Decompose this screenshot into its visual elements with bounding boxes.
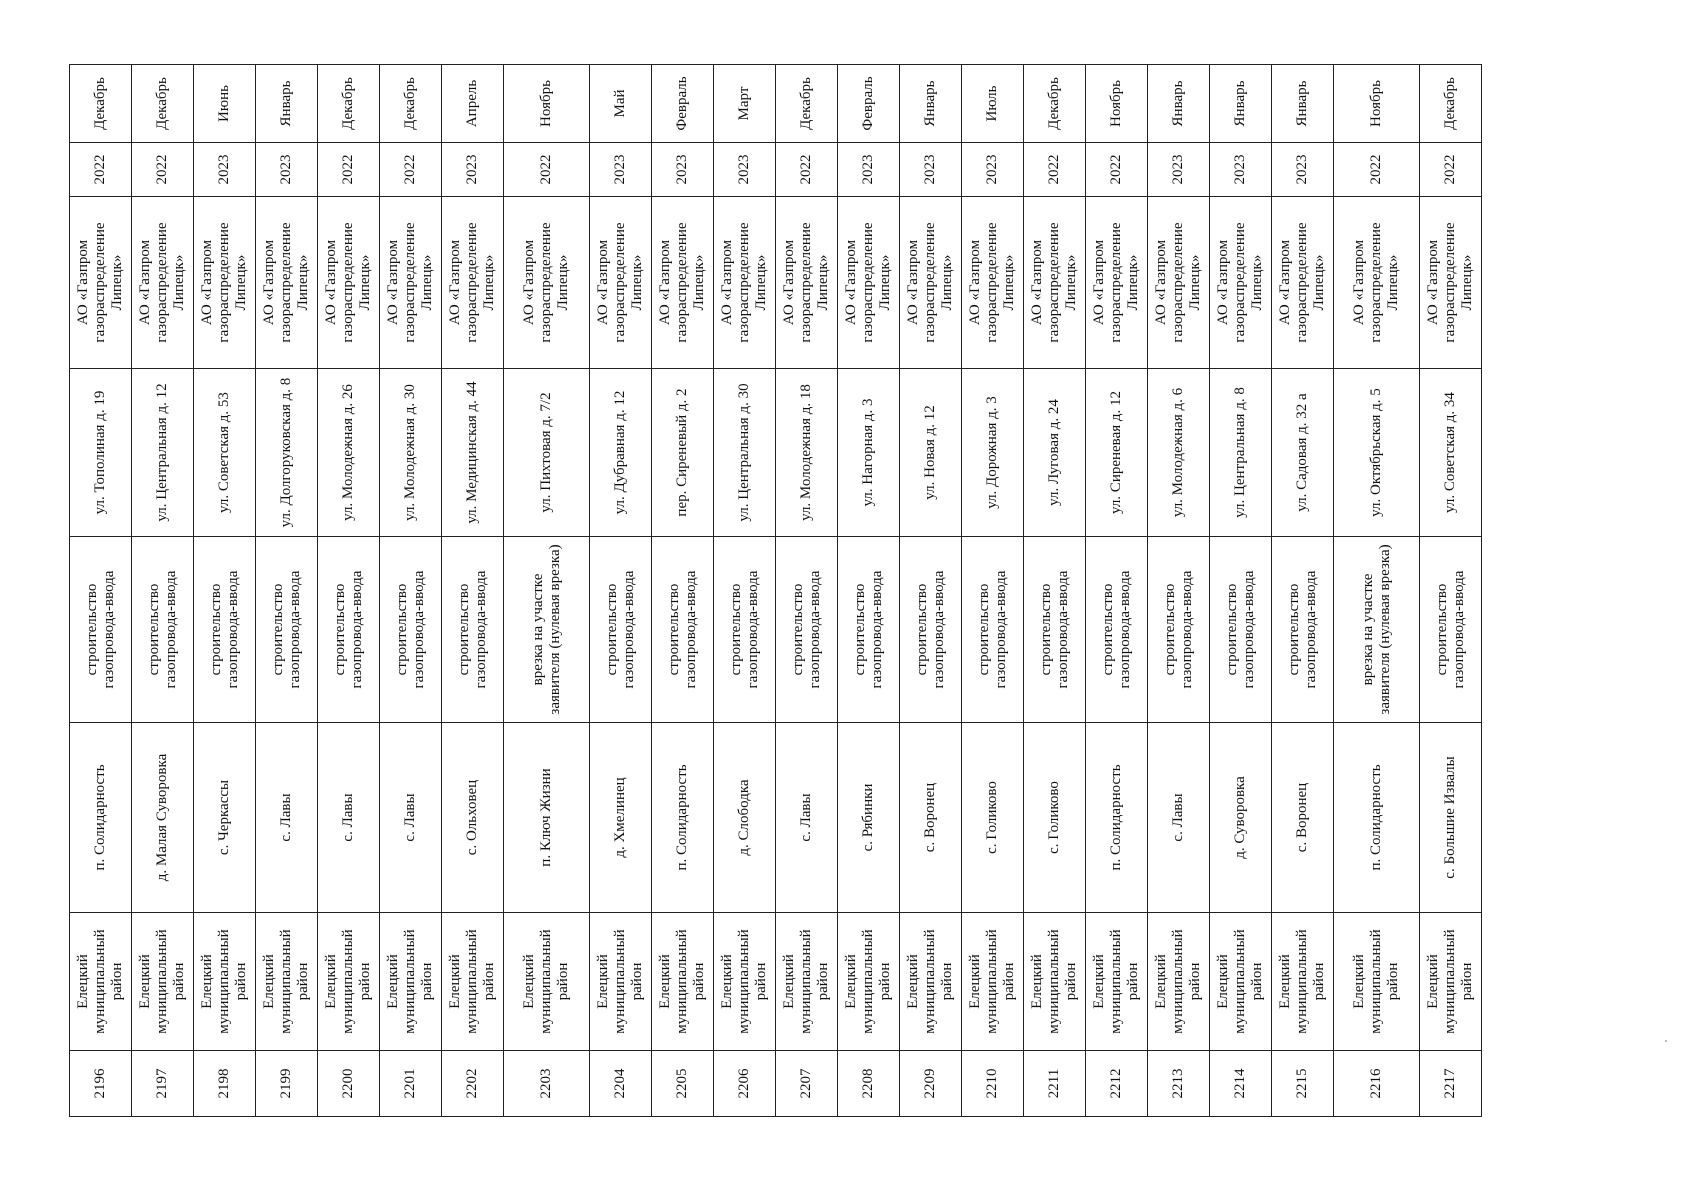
row-number: 2197 <box>132 1051 194 1117</box>
table-body <box>70 65 1482 1117</box>
row-organization: АО «Газпром газораспределение Липецк» <box>1148 197 1210 369</box>
row-year: 2023 <box>838 143 900 197</box>
row-organization: АО «Газпром газораспределение Липецк» <box>132 197 194 369</box>
row-work-type: строительство газопровода-ввода <box>590 537 652 723</box>
row-work-type: строительство газопровода-ввода <box>194 537 256 723</box>
table-row <box>318 65 380 1117</box>
row-number: 2214 <box>1210 1051 1272 1117</box>
row-district: Елецкий муниципальный район <box>1148 913 1210 1051</box>
row-address: ул. Молодежная д. 30 <box>380 369 442 537</box>
row-work-type: строительство газопровода-ввода <box>132 537 194 723</box>
row-locality: с. Воронец <box>1272 723 1334 913</box>
row-month: Ноябрь <box>504 65 590 143</box>
row-number: 2202 <box>442 1051 504 1117</box>
table-row <box>1420 65 1482 1117</box>
row-locality: д. Хмелинец <box>590 723 652 913</box>
row-month: Январь <box>1210 65 1272 143</box>
row-year: 2022 <box>380 143 442 197</box>
row-work-type: строительство газопровода-ввода <box>1024 537 1086 723</box>
table-row <box>776 65 838 1117</box>
row-work-type: строительство газопровода-ввода <box>1210 537 1272 723</box>
row-address: ул. Центральная д. 12 <box>132 369 194 537</box>
table-row <box>132 65 194 1117</box>
row-work-type: строительство газопровода-ввода <box>838 537 900 723</box>
row-work-type: врезка на участке заявителя (нулевая врезка) <box>1334 537 1420 723</box>
row-year: 2022 <box>1024 143 1086 197</box>
row-district: Елецкий муниципальный район <box>318 913 380 1051</box>
row-address: ул. Садовая д. 32 а <box>1272 369 1334 537</box>
table-row <box>714 65 776 1117</box>
row-year: 2023 <box>1210 143 1272 197</box>
row-locality: с. Голиково <box>1024 723 1086 913</box>
table-row <box>1086 65 1148 1117</box>
row-address: ул. Молодежная д. 26 <box>318 369 380 537</box>
row-work-type: строительство газопровода-ввода <box>442 537 504 723</box>
row-work-type: строительство газопровода-ввода <box>318 537 380 723</box>
row-number: 2210 <box>962 1051 1024 1117</box>
row-year: 2023 <box>1272 143 1334 197</box>
row-address: ул. Дорожная д. 3 <box>962 369 1024 537</box>
row-year: 2022 <box>132 143 194 197</box>
row-organization: АО «Газпром газораспределение Липецк» <box>652 197 714 369</box>
row-district: Елецкий муниципальный район <box>132 913 194 1051</box>
row-address: ул. Луговая д. 24 <box>1024 369 1086 537</box>
row-district: Елецкий муниципальный район <box>1024 913 1086 1051</box>
row-organization: АО «Газпром газораспределение Липецк» <box>776 197 838 369</box>
table-row <box>70 65 132 1117</box>
table-row <box>256 65 318 1117</box>
row-number: 2205 <box>652 1051 714 1117</box>
row-organization: АО «Газпром газораспределение Липецк» <box>318 197 380 369</box>
row-locality: п. Солидарность <box>70 723 132 913</box>
row-month: Декабрь <box>1024 65 1086 143</box>
row-number: 2207 <box>776 1051 838 1117</box>
row-year: 2023 <box>652 143 714 197</box>
row-month: Декабрь <box>318 65 380 143</box>
row-locality: п. Солидарность <box>1334 723 1420 913</box>
row-address: ул. Медицинская д. 44 <box>442 369 504 537</box>
row-month: Январь <box>1272 65 1334 143</box>
row-year: 2023 <box>714 143 776 197</box>
row-locality: с. Лавы <box>1148 723 1210 913</box>
row-organization: АО «Газпром газораспределение Липецк» <box>1024 197 1086 369</box>
row-year: 2023 <box>1148 143 1210 197</box>
row-locality: п. Ключ Жизни <box>504 723 590 913</box>
row-month: Апрель <box>442 65 504 143</box>
row-locality: д. Суворовка <box>1210 723 1272 913</box>
row-locality: с. Лавы <box>776 723 838 913</box>
row-address: ул. Нагорная д. 3 <box>838 369 900 537</box>
row-district: Елецкий муниципальный район <box>652 913 714 1051</box>
row-number: 2206 <box>714 1051 776 1117</box>
row-organization: АО «Газпром газораспределение Липецк» <box>962 197 1024 369</box>
row-locality: д. Малая Суворовка <box>132 723 194 913</box>
row-number: 2198 <box>194 1051 256 1117</box>
row-number: 2201 <box>380 1051 442 1117</box>
table-row <box>1210 65 1272 1117</box>
row-work-type: строительство газопровода-ввода <box>1148 537 1210 723</box>
row-month: Декабрь <box>132 65 194 143</box>
row-organization: АО «Газпром газораспределение Липецк» <box>838 197 900 369</box>
row-organization: АО «Газпром газораспределение Липецк» <box>1334 197 1420 369</box>
table-row <box>1148 65 1210 1117</box>
row-organization: АО «Газпром газораспределение Липецк» <box>1272 197 1334 369</box>
row-work-type: строительство газопровода-ввода <box>1420 537 1482 723</box>
gasification-register-table <box>69 64 1482 1117</box>
row-month: Февраль <box>838 65 900 143</box>
row-organization: АО «Газпром газораспределение Липецк» <box>70 197 132 369</box>
row-organization: АО «Газпром газораспределение Липецк» <box>256 197 318 369</box>
row-locality: с. Лавы <box>380 723 442 913</box>
row-month: Январь <box>256 65 318 143</box>
row-work-type: строительство газопровода-ввода <box>1086 537 1148 723</box>
row-address: ул. Октябрьская д. 5 <box>1334 369 1420 537</box>
row-district: Елецкий муниципальный район <box>1086 913 1148 1051</box>
row-number: 2213 <box>1148 1051 1210 1117</box>
row-number: 2212 <box>1086 1051 1148 1117</box>
row-year: 2023 <box>590 143 652 197</box>
row-address: пер. Сиреневый д. 2 <box>652 369 714 537</box>
row-district: Елецкий муниципальный район <box>1420 913 1482 1051</box>
row-locality: с. Лавы <box>318 723 380 913</box>
row-district: Елецкий муниципальный район <box>714 913 776 1051</box>
row-year: 2022 <box>318 143 380 197</box>
row-address: ул. Молодежная д. 18 <box>776 369 838 537</box>
row-address: ул. Долгоруковская д. 8 <box>256 369 318 537</box>
row-locality: с. Черкассы <box>194 723 256 913</box>
row-locality: с. Большие Извалы <box>1420 723 1482 913</box>
row-year: 2022 <box>504 143 590 197</box>
row-address: ул. Сиреневая д. 12 <box>1086 369 1148 537</box>
row-number: 2196 <box>70 1051 132 1117</box>
row-organization: АО «Газпром газораспределение Липецк» <box>590 197 652 369</box>
row-year: 2022 <box>776 143 838 197</box>
row-address: ул. Тополиная д. 19 <box>70 369 132 537</box>
row-month: Февраль <box>652 65 714 143</box>
row-locality: с. Голиково <box>962 723 1024 913</box>
row-month: Ноябрь <box>1334 65 1420 143</box>
row-year: 2023 <box>442 143 504 197</box>
row-locality: с. Воронец <box>900 723 962 913</box>
row-month: Январь <box>900 65 962 143</box>
table-row <box>838 65 900 1117</box>
row-year: 2023 <box>962 143 1024 197</box>
row-number: 2215 <box>1272 1051 1334 1117</box>
row-address: ул. Дубравная д. 12 <box>590 369 652 537</box>
row-month: Июль <box>962 65 1024 143</box>
row-district: Елецкий муниципальный район <box>194 913 256 1051</box>
row-number: 2216 <box>1334 1051 1420 1117</box>
table-row <box>504 65 590 1117</box>
row-year: 2022 <box>1420 143 1482 197</box>
row-number: 2204 <box>590 1051 652 1117</box>
row-number: 2203 <box>504 1051 590 1117</box>
row-address: ул. Советская д. 53 <box>194 369 256 537</box>
row-district: Елецкий муниципальный район <box>962 913 1024 1051</box>
table-row <box>194 65 256 1117</box>
row-district: Елецкий муниципальный район <box>900 913 962 1051</box>
row-month: Декабрь <box>1420 65 1482 143</box>
row-district: Елецкий муниципальный район <box>1334 913 1420 1051</box>
table-row <box>900 65 962 1117</box>
row-district: Елецкий муниципальный район <box>70 913 132 1051</box>
row-number: 2209 <box>900 1051 962 1117</box>
row-month: Декабрь <box>776 65 838 143</box>
row-month: Июнь <box>194 65 256 143</box>
table-row <box>1024 65 1086 1117</box>
row-organization: АО «Газпром газораспределение Липецк» <box>900 197 962 369</box>
row-address: ул. Пихтовая д. 7/2 <box>504 369 590 537</box>
table-row <box>652 65 714 1117</box>
table-row <box>442 65 504 1117</box>
table-row <box>590 65 652 1117</box>
row-month: Декабрь <box>380 65 442 143</box>
row-locality: с. Рябинки <box>838 723 900 913</box>
row-organization: АО «Газпром газораспределение Липецк» <box>1420 197 1482 369</box>
row-district: Елецкий муниципальный район <box>504 913 590 1051</box>
scan-speck <box>1665 1040 1667 1042</box>
row-number: 2211 <box>1024 1051 1086 1117</box>
row-month: Декабрь <box>70 65 132 143</box>
row-address: ул. Центральная д. 30 <box>714 369 776 537</box>
row-address: ул. Советская д. 34 <box>1420 369 1482 537</box>
row-work-type: строительство газопровода-ввода <box>256 537 318 723</box>
row-district: Елецкий муниципальный район <box>380 913 442 1051</box>
row-month: Март <box>714 65 776 143</box>
row-work-type: строительство газопровода-ввода <box>70 537 132 723</box>
table-row <box>1272 65 1334 1117</box>
row-district: Елецкий муниципальный район <box>838 913 900 1051</box>
row-district: Елецкий муниципальный район <box>1272 913 1334 1051</box>
row-organization: АО «Газпром газораспределение Липецк» <box>504 197 590 369</box>
row-work-type: строительство газопровода-ввода <box>962 537 1024 723</box>
row-organization: АО «Газпром газораспределение Липецк» <box>1210 197 1272 369</box>
row-locality: с. Лавы <box>256 723 318 913</box>
row-district: Елецкий муниципальный район <box>442 913 504 1051</box>
row-work-type: строительство газопровода-ввода <box>380 537 442 723</box>
row-address: ул. Молодежная д. 6 <box>1148 369 1210 537</box>
row-month: Ноябрь <box>1086 65 1148 143</box>
row-district: Елецкий муниципальный район <box>776 913 838 1051</box>
row-number: 2200 <box>318 1051 380 1117</box>
row-month: Январь <box>1148 65 1210 143</box>
row-address: ул. Новая д. 12 <box>900 369 962 537</box>
row-district: Елецкий муниципальный район <box>1210 913 1272 1051</box>
row-work-type: строительство газопровода-ввода <box>714 537 776 723</box>
row-organization: АО «Газпром газораспределение Липецк» <box>194 197 256 369</box>
row-organization: АО «Газпром газораспределение Липецк» <box>1086 197 1148 369</box>
row-work-type: врезка на участке заявителя (нулевая врезка) <box>504 537 590 723</box>
row-work-type: строительство газопровода-ввода <box>1272 537 1334 723</box>
row-address: ул. Центральная д. 8 <box>1210 369 1272 537</box>
row-work-type: строительство газопровода-ввода <box>652 537 714 723</box>
row-locality: д. Слободка <box>714 723 776 913</box>
row-number: 2217 <box>1420 1051 1482 1117</box>
row-organization: АО «Газпром газораспределение Липецк» <box>442 197 504 369</box>
table-row <box>1334 65 1420 1117</box>
row-number: 2208 <box>838 1051 900 1117</box>
row-work-type: строительство газопровода-ввода <box>776 537 838 723</box>
row-organization: АО «Газпром газораспределение Липецк» <box>380 197 442 369</box>
row-year: 2022 <box>70 143 132 197</box>
row-month: Май <box>590 65 652 143</box>
row-work-type: строительство газопровода-ввода <box>900 537 962 723</box>
table-row <box>962 65 1024 1117</box>
row-district: Елецкий муниципальный район <box>256 913 318 1051</box>
row-locality: п. Солидарность <box>1086 723 1148 913</box>
row-district: Елецкий муниципальный район <box>590 913 652 1051</box>
row-year: 2023 <box>256 143 318 197</box>
rotated-page <box>69 0 1669 1117</box>
row-year: 2022 <box>1334 143 1420 197</box>
table-row <box>380 65 442 1117</box>
row-locality: п. Солидарность <box>652 723 714 913</box>
row-locality: с. Ольховец <box>442 723 504 913</box>
row-number: 2199 <box>256 1051 318 1117</box>
row-year: 2023 <box>194 143 256 197</box>
row-year: 2023 <box>900 143 962 197</box>
row-year: 2022 <box>1086 143 1148 197</box>
row-organization: АО «Газпром газораспределение Липецк» <box>714 197 776 369</box>
